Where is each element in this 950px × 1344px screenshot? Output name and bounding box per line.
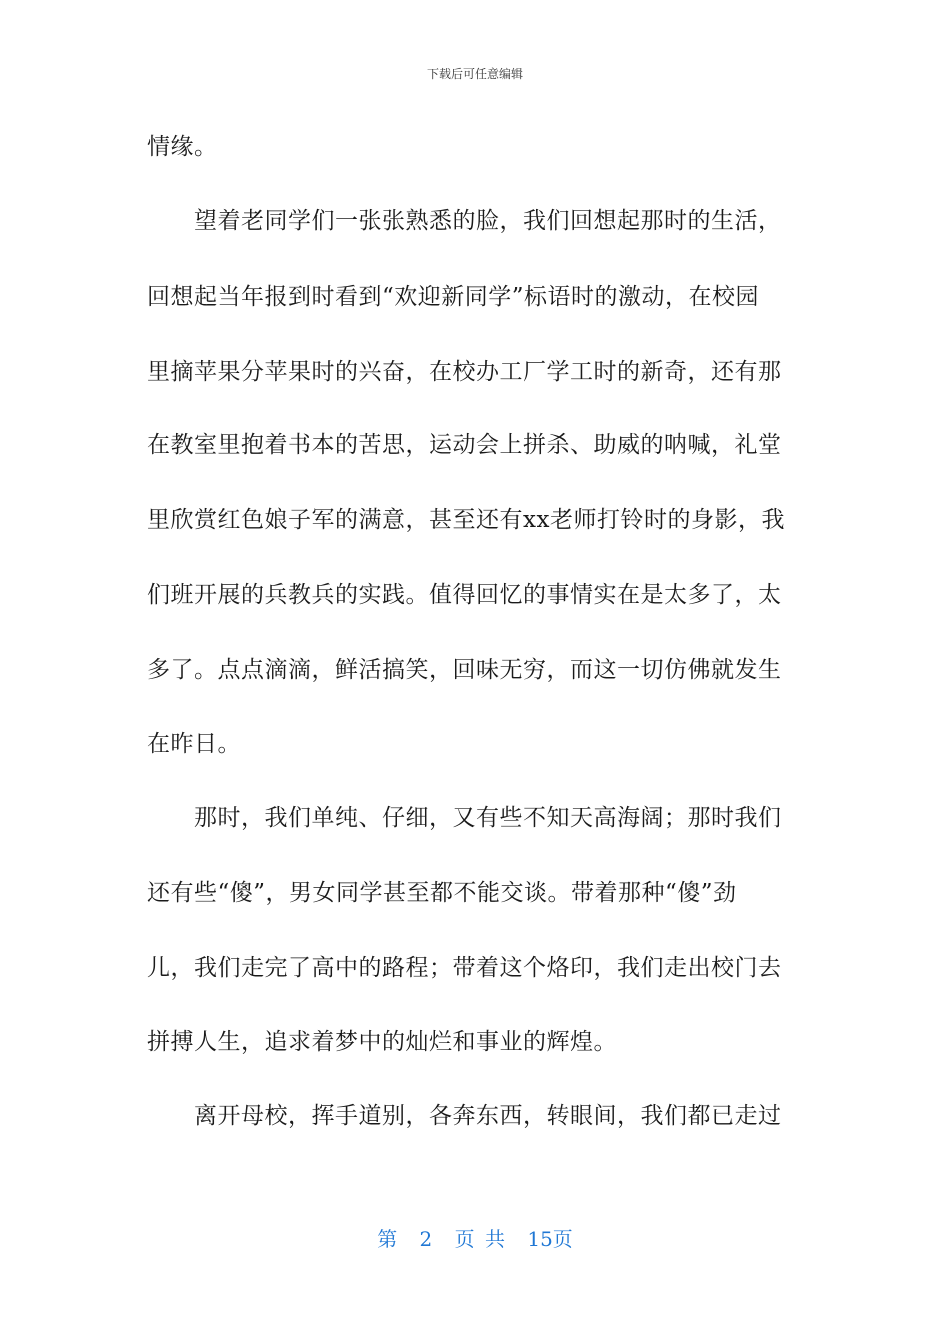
- text-line: 拼搏人生，追求着梦中的灿烂和事业的辉煌。: [147, 1029, 617, 1055]
- paragraph-start-line: 离开母校，挥手道别，各奔东西，转眼间，我们都已走过: [194, 1103, 782, 1129]
- text-line: 在教室里抱着书本的苦思，运动会上拼杀、助威的呐喊，礼堂: [147, 432, 782, 458]
- text-line: 情缘。: [147, 134, 218, 160]
- paragraph-start-line: 望着老同学们一张张熟悉的脸，我们回想起那时的生活，: [194, 208, 782, 234]
- footer-total-pages: 15页: [527, 1227, 573, 1251]
- text-line: 在昨日。: [147, 731, 241, 757]
- text-line: 儿，我们走完了高中的路程；带着这个烙印，我们走出校门去: [147, 955, 782, 981]
- footer-prefix: 第: [377, 1227, 398, 1251]
- text-line: 里欣赏红色娘子军的满意，甚至还有xx老师打铃时的身影，我: [147, 507, 785, 533]
- text-line: 们班开展的兵教兵的实践。值得回忆的事情实在是太多了，太: [147, 582, 782, 608]
- text-line: 回想起当年报到时看到“欢迎新同学”标语时的激动，在校园: [147, 284, 760, 310]
- page-footer: [0, 1226, 950, 1252]
- text-line: 多了。点点滴滴，鲜活搞笑，回味无穷，而这一切仿佛就发生: [147, 657, 782, 683]
- paragraph-start-line: 那时，我们单纯、仔细，又有些不知天高海阔；那时我们: [194, 805, 782, 831]
- footer-page-number: 2: [419, 1227, 433, 1251]
- text-line: 里摘苹果分苹果时的兴奋，在校办工厂学工时的新奇，还有那: [147, 359, 782, 385]
- page-header: 下载后可任意编辑: [426, 67, 523, 81]
- footer-middle: 页 共: [454, 1227, 505, 1251]
- text-line: 还有些“傻”，男女同学甚至都不能交谈。带着那种“傻”劲: [147, 880, 737, 906]
